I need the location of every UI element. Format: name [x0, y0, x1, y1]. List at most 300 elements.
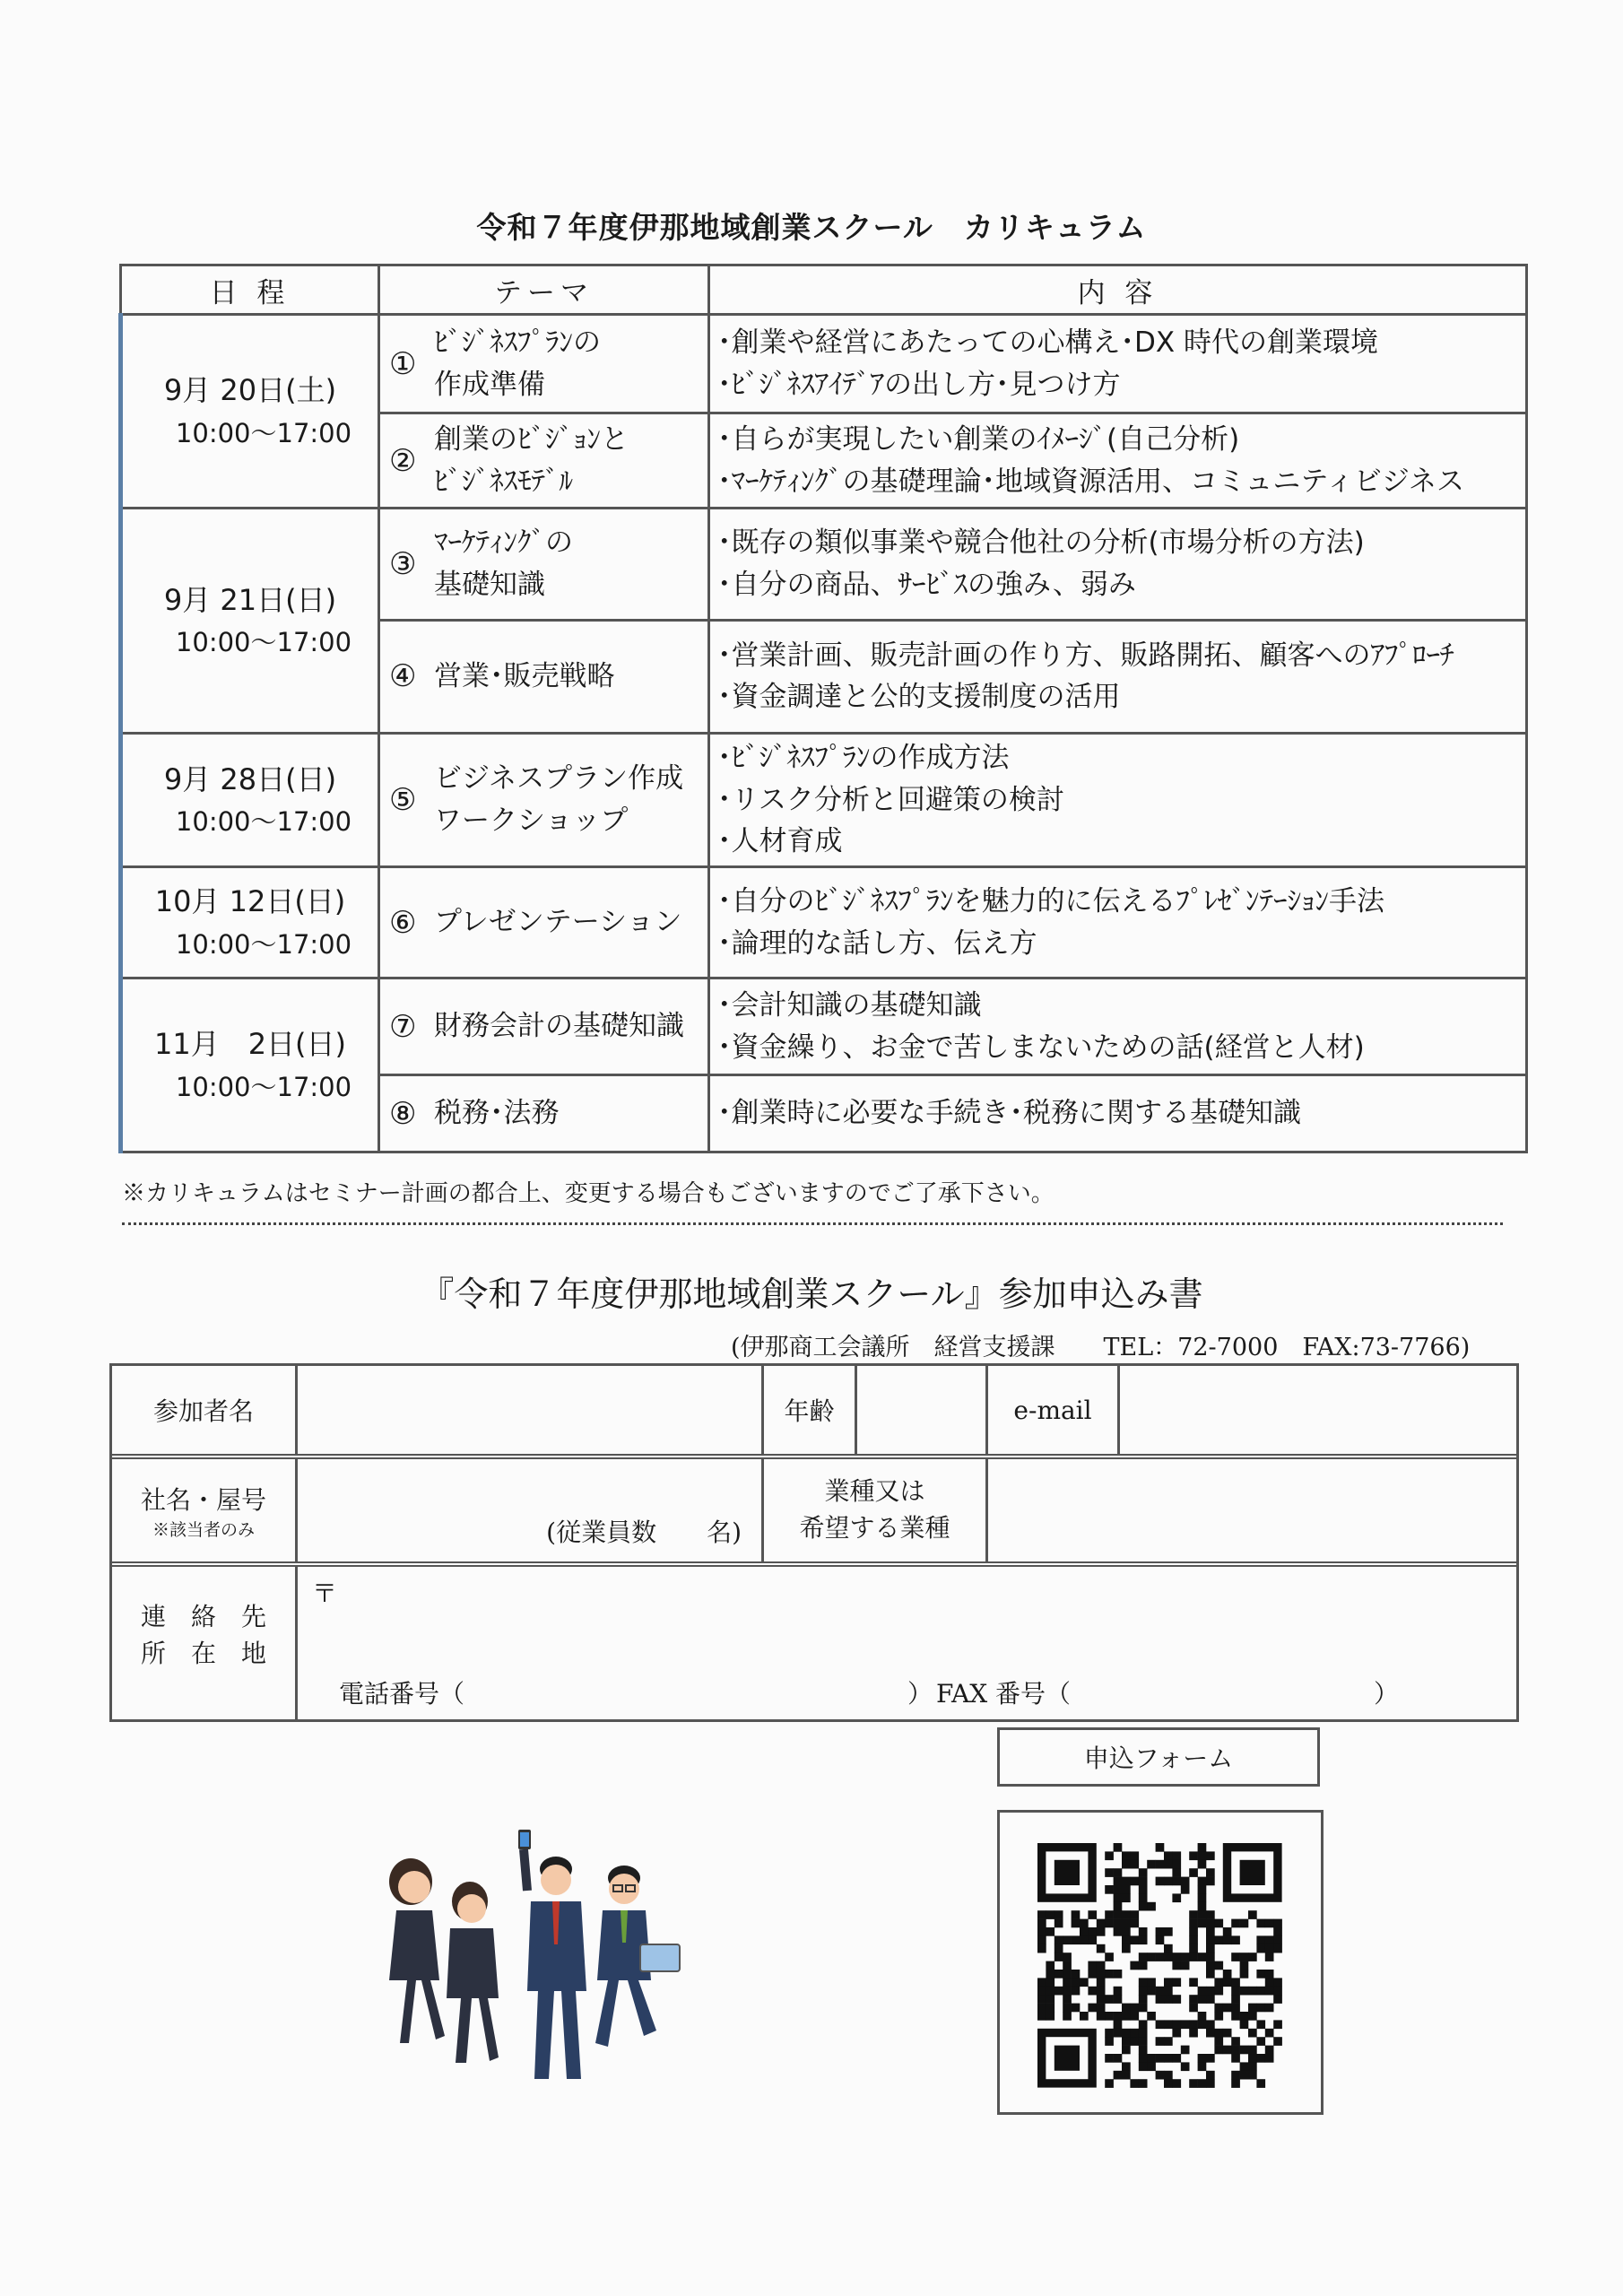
- qr-module: [1181, 2062, 1190, 2071]
- qr-module: [1164, 2037, 1173, 2046]
- content-line: ･資金調達と公的支援制度の活用: [717, 681, 1121, 714]
- fax-close: ）: [1374, 1679, 1400, 1709]
- topic-number: ①: [389, 345, 417, 382]
- qr-module: [1240, 1952, 1249, 1961]
- qr-module: [1147, 1952, 1156, 1961]
- qr-module: [1130, 2004, 1139, 2013]
- curriculum-header-row: [121, 265, 1527, 315]
- qr-module: [1139, 2079, 1148, 2088]
- qr-module: [1198, 1885, 1207, 1894]
- company-field[interactable]: [298, 1459, 764, 1561]
- qr-module: [1114, 1885, 1123, 1894]
- qr-module: [1223, 1978, 1232, 1987]
- qr-module: [1046, 1978, 1055, 1987]
- application-form-button[interactable]: 申込フォーム: [997, 1727, 1320, 1787]
- qr-module: [1122, 2037, 1131, 2046]
- qr-module: [1097, 1927, 1106, 1936]
- curriculum-note: ※カリキュラムはセミナー計画の都合上、変更する場合もございますのでご了承下さい。: [122, 1180, 1055, 1207]
- qr-module: [1206, 1868, 1215, 1877]
- qr-module: [1097, 1970, 1106, 1979]
- qr-module: [1164, 1995, 1173, 2004]
- qr-module: [1114, 1970, 1123, 1979]
- qr-module: [1037, 1987, 1046, 1996]
- qr-module: [1139, 2046, 1148, 2055]
- qr-module: [1256, 2020, 1265, 2029]
- qr-module: [1046, 1970, 1055, 1979]
- qr-module: [1046, 1961, 1055, 1970]
- qr-module: [1265, 2054, 1274, 2063]
- curriculum-row: [121, 733, 1527, 866]
- qr-module: [1164, 1987, 1173, 1996]
- qr-module: [1046, 1987, 1055, 1996]
- qr-module: [1189, 1995, 1198, 2004]
- contact-info: (伊那商工会議所 経営支援課 TEL：72-7000 FAX:73-7766): [731, 1334, 1471, 1361]
- session-date-cell: [121, 978, 379, 1152]
- curriculum-row: [121, 509, 1527, 620]
- theme-wrap: [389, 758, 707, 841]
- qr-module: [1156, 1860, 1165, 1869]
- qr-module: [1130, 2079, 1139, 2088]
- qr-module: [1248, 2012, 1257, 2021]
- qr-module: [1240, 2020, 1249, 2029]
- qr-module: [1206, 1944, 1215, 1953]
- content-line: ･人材育成: [717, 825, 843, 858]
- header-theme: テーマ: [379, 265, 709, 315]
- form-row-address: [112, 1567, 1516, 1719]
- qr-frame[interactable]: [997, 1810, 1324, 2115]
- qr-module: [1114, 1910, 1123, 1919]
- session-date: 10月 12日(日): [154, 884, 346, 919]
- topic-number: ③: [389, 545, 417, 582]
- qr-module: [1130, 1935, 1139, 1944]
- qr-module: [1214, 2037, 1223, 2046]
- topic-theme-line: ビジネスプラン作成: [434, 762, 684, 796]
- qr-module: [1172, 2020, 1181, 2029]
- topic-number: ⑤: [389, 781, 417, 818]
- qr-module: [1164, 1851, 1173, 1860]
- qr-module: [1172, 1877, 1181, 1886]
- qr-module: [1037, 1978, 1046, 1987]
- qr-module: [1231, 2079, 1240, 2088]
- qr-module: [1189, 2029, 1198, 2038]
- session-date: 9月 28日(日): [163, 761, 337, 796]
- qr-module: [1147, 2012, 1156, 2021]
- curriculum-row: [121, 866, 1527, 978]
- topic-theme-line: ﾏｰｹﾃｨﾝｸﾞの: [434, 526, 573, 560]
- qr-module: [1265, 1935, 1274, 1944]
- topic-theme-line: 基礎知識: [434, 568, 545, 601]
- qr-module: [1130, 2037, 1139, 2046]
- session-content-cell: [709, 1075, 1527, 1152]
- session-date-cell: [121, 509, 379, 734]
- qr-module: [1214, 2029, 1223, 2038]
- qr-module: [1105, 1995, 1114, 2004]
- qr-module: [1181, 2020, 1190, 2029]
- qr-module: [1214, 2012, 1223, 2021]
- qr-module: [1139, 1987, 1148, 1996]
- qr-module: [1273, 1995, 1282, 2004]
- qr-module: [1156, 2020, 1165, 2029]
- qr-module: [1172, 1952, 1181, 1961]
- phone-label: 電話番号（: [339, 1679, 465, 1709]
- qr-module: [1139, 1961, 1148, 1970]
- qr-module: [1097, 1919, 1106, 1928]
- qr-module: [1164, 2079, 1173, 2088]
- qr-module: [1072, 1910, 1081, 1919]
- content-line: ･創業時に必要な手続き･税務に関する基礎知識: [717, 1097, 1301, 1130]
- qr-module: [1172, 1961, 1181, 1970]
- session-time: 10:00～17:00: [175, 806, 352, 838]
- qr-module: [1248, 2054, 1257, 2063]
- qr-module: [1156, 1995, 1165, 2004]
- qr-module: [1256, 1944, 1265, 1953]
- qr-module: [1214, 1978, 1223, 1987]
- qr-module: [1037, 2012, 1046, 2021]
- qr-module: [1063, 2004, 1072, 2013]
- qr-module: [1097, 1995, 1106, 2004]
- qr-module: [1122, 1935, 1131, 1944]
- qr-module: [1097, 2012, 1106, 2021]
- qr-module: [1063, 1952, 1072, 1961]
- qr-module: [1080, 1935, 1089, 1944]
- qr-module: [1198, 1919, 1207, 1928]
- qr-module: [1265, 1970, 1274, 1979]
- qr-module: [1198, 2079, 1207, 2088]
- qr-module: [1156, 1987, 1165, 1996]
- qr-module: [1122, 1944, 1131, 1953]
- topic-theme-line: ワークショップ: [434, 804, 629, 837]
- qr-module: [1164, 1927, 1173, 1936]
- topic-theme-line: ﾋﾞｼﾞﾈｽﾓﾃﾞﾙ: [434, 465, 573, 498]
- qr-module: [1088, 2004, 1097, 2013]
- qr-module: [1114, 2020, 1123, 2029]
- address-label: [112, 1567, 298, 1719]
- industry-label-1: 業種又は: [824, 1476, 925, 1507]
- qr-module: [1240, 1961, 1249, 1970]
- qr-module: [1037, 1944, 1046, 1953]
- email-field[interactable]: [1120, 1366, 1516, 1454]
- topic-theme: [429, 901, 707, 944]
- content-line: ･リスク分析と回避策の検討: [717, 783, 1064, 816]
- qr-module: [1273, 1919, 1282, 1928]
- qr-module: [1198, 2062, 1207, 2071]
- qr-module: [1256, 1970, 1265, 1979]
- qr-module: [1114, 2054, 1123, 2063]
- application-form: [109, 1363, 1519, 1722]
- qr-module: [1240, 1919, 1249, 1928]
- qr-module: [1130, 1851, 1139, 1860]
- content-line: ･自らが実現したい創業のｲﾒｰｼﾞ(自己分析): [717, 423, 1240, 457]
- topic-number: ⑧: [389, 1095, 417, 1132]
- qr-module: [1273, 2020, 1282, 2029]
- qr-module: [1114, 1868, 1123, 1877]
- header-content: 内 容: [709, 265, 1527, 315]
- qr-module: [1088, 1910, 1097, 1919]
- qr-module: [1164, 1877, 1173, 1886]
- qr-module: [1248, 1952, 1257, 1961]
- qr-module: [1240, 2062, 1249, 2071]
- qr-module: [1172, 1978, 1181, 1987]
- qr-module: [1088, 1987, 1097, 1996]
- qr-module: [1147, 1860, 1156, 1869]
- qr-module: [1231, 1987, 1240, 1996]
- qr-module: [1265, 1978, 1274, 1987]
- session-content-cell: [709, 315, 1527, 413]
- qr-module: [1105, 1919, 1114, 1928]
- qr-module: [1256, 1919, 1265, 1928]
- qr-module: [1240, 2071, 1249, 2080]
- qr-module: [1097, 1978, 1106, 1987]
- qr-module: [1265, 2004, 1274, 2013]
- qr-module: [1172, 1995, 1181, 2004]
- session-content-cell: [709, 509, 1527, 620]
- qr-module: [1223, 2004, 1232, 2013]
- topic-theme-line: 税務･法務: [434, 1097, 560, 1130]
- company-label: [112, 1459, 298, 1561]
- qr-module: [1097, 1961, 1106, 1970]
- topic-theme-line: 作成準備: [434, 368, 545, 401]
- qr-module: [1256, 1987, 1265, 1996]
- qr-module: [1147, 1902, 1156, 1911]
- qr-module: [1214, 1961, 1223, 1970]
- qr-module: [1080, 1978, 1089, 1987]
- qr-module: [1248, 2004, 1257, 2013]
- qr-module: [1105, 1910, 1114, 1919]
- qr-module: [1189, 1919, 1198, 1928]
- qr-module: [1130, 2029, 1139, 2038]
- qr-module: [1046, 2004, 1055, 2013]
- qr-module: [1063, 1935, 1072, 1944]
- qr-module: [1265, 2029, 1274, 2038]
- qr-module: [1139, 1995, 1148, 2004]
- qr-module: [1080, 1919, 1089, 1928]
- qr-module: [1114, 1877, 1123, 1886]
- qr-module: [1223, 1927, 1232, 1936]
- company-label-note: ※該当者のみ: [152, 1519, 255, 1540]
- qr-module: [1206, 1927, 1215, 1936]
- session-theme-cell: [379, 509, 709, 620]
- qr-module: [1114, 2029, 1123, 2038]
- qr-module: [1122, 1885, 1131, 1894]
- form-row-company: [112, 1459, 1516, 1567]
- content-line: ･自分のﾋﾞｼﾞﾈｽﾌﾟﾗﾝを魅力的に伝えるﾌﾟﾚｾﾞﾝﾃｰｼｮﾝ手法: [717, 885, 1384, 918]
- qr-module: [1046, 1995, 1055, 2004]
- age-label: 年齢: [764, 1366, 857, 1454]
- qr-module: [1055, 1935, 1063, 1944]
- qr-module: [1156, 1952, 1165, 1961]
- industry-field[interactable]: [988, 1459, 1516, 1561]
- qr-module: [1189, 1978, 1198, 1987]
- qr-module: [1256, 2037, 1265, 2046]
- qr-module: [1231, 2046, 1240, 2055]
- qr-module: [1231, 1978, 1240, 1987]
- qr-module: [1114, 2012, 1123, 2021]
- qr-module: [1231, 1935, 1240, 1944]
- qr-module: [1037, 2004, 1046, 2013]
- age-field[interactable]: [857, 1366, 988, 1454]
- qr-module: [1114, 1893, 1123, 1902]
- qr-module: [1156, 2054, 1165, 2063]
- content-line: ･創業や経営にあたっての心構え･DX 時代の創業環境: [717, 326, 1378, 360]
- session-date: 9月 21日(日): [163, 582, 337, 617]
- qr-module: [1231, 2004, 1240, 2013]
- qr-module: [1256, 1935, 1265, 1944]
- qr-module: [1055, 1952, 1063, 1961]
- qr-module: [1122, 2071, 1131, 2080]
- qr-module: [1122, 1910, 1131, 1919]
- session-date-cell: [121, 866, 379, 978]
- session-time: 10:00～17:00: [175, 1071, 352, 1102]
- qr-module: [1198, 1851, 1207, 1860]
- qr-module: [1189, 1851, 1198, 1860]
- qr-module: [1130, 1860, 1139, 1869]
- qr-module: [1139, 1885, 1148, 1894]
- content-line: ･ﾋﾞｼﾞﾈｽｱｲﾃﾞｱの出し方･見つけ方: [717, 368, 1121, 401]
- qr-module: [1198, 1893, 1207, 1902]
- qr-module: [1139, 1902, 1148, 1911]
- topic-theme: [429, 1005, 707, 1048]
- qr-module: [1198, 1995, 1207, 2004]
- qr-module: [1046, 1910, 1055, 1919]
- session-theme-cell: [379, 866, 709, 978]
- topic-theme: [429, 522, 707, 605]
- participant-name-field[interactable]: [298, 1366, 764, 1454]
- application-title: 『令和７年度伊那地域創業スクール』参加申込み書: [420, 1274, 1203, 1314]
- qr-module: [1206, 1851, 1215, 1860]
- qr-module: [1164, 2020, 1173, 2029]
- qr-module: [1206, 2079, 1215, 2088]
- topic-theme: [429, 758, 707, 841]
- session-content-cell: [709, 413, 1527, 509]
- qr-module: [1072, 1978, 1081, 1987]
- industry-label: [764, 1459, 988, 1561]
- session-date-cell: [121, 733, 379, 866]
- content-line: ･会計知識の基礎知識: [717, 989, 982, 1022]
- qr-module: [1080, 2012, 1089, 2021]
- qr-module: [1037, 1995, 1046, 2004]
- content-line: ･ﾏｰｹﾃｨﾝｸﾞの基礎理論･地域資源活用、コミュニティビジネス: [717, 465, 1464, 498]
- qr-module: [1046, 1927, 1055, 1936]
- qr-module: [1088, 1927, 1097, 1936]
- qr-finder: [1240, 1860, 1265, 1885]
- qr-module: [1105, 1952, 1114, 1961]
- qr-module: [1172, 1851, 1181, 1860]
- qr-module: [1105, 1885, 1114, 1894]
- qr-module: [1198, 1910, 1207, 1919]
- session-content-cell: [709, 733, 1527, 866]
- qr-module: [1214, 1919, 1223, 1928]
- qr-module: [1206, 2071, 1215, 2080]
- qr-module: [1114, 2071, 1123, 2080]
- qr-module: [1072, 1987, 1081, 1996]
- qr-module: [1198, 2054, 1207, 2063]
- qr-module: [1206, 1995, 1215, 2004]
- qr-module: [1122, 2029, 1131, 2038]
- qr-module: [1256, 2079, 1265, 2088]
- qr-module: [1139, 1978, 1148, 1987]
- qr-module: [1072, 1970, 1081, 1979]
- qr-module: [1088, 1961, 1097, 1970]
- qr-module: [1198, 1952, 1207, 1961]
- qr-module: [1114, 1902, 1123, 1911]
- topic-theme-line: 営業･販売戦略: [434, 659, 615, 692]
- qr-module: [1206, 2020, 1215, 2029]
- dotted-separator: [122, 1222, 1503, 1225]
- topic-theme: [429, 1092, 707, 1135]
- qr-module: [1164, 1978, 1173, 1987]
- qr-module: [1240, 2046, 1249, 2055]
- qr-module: [1139, 2020, 1148, 2029]
- content-line: ･営業計画、販売計画の作り方、販路開拓、顧客へのｱﾌﾟﾛｰﾁ: [717, 639, 1454, 672]
- qr-module: [1265, 1919, 1274, 1928]
- qr-module: [1189, 1868, 1198, 1877]
- phone-close: ）: [907, 1679, 933, 1709]
- qr-module: [1122, 1893, 1131, 1902]
- session-date: 9月 20日(土): [163, 373, 337, 408]
- qr-module: [1198, 1902, 1207, 1911]
- qr-module: [1063, 1970, 1072, 1979]
- topic-theme: [429, 656, 707, 698]
- qr-module: [1223, 1970, 1232, 1979]
- qr-module: [1105, 1970, 1114, 1979]
- qr-module: [1164, 2071, 1173, 2080]
- fax-label: FAX 番号（: [936, 1679, 1072, 1709]
- qr-module: [1037, 1935, 1046, 1944]
- topic-theme-line: プレゼンテーション: [434, 906, 682, 939]
- qr-module: [1122, 1927, 1131, 1936]
- theme-wrap: [389, 1092, 707, 1135]
- qr-module: [1240, 2012, 1249, 2021]
- qr-module: [1206, 2029, 1215, 2038]
- qr-module: [1122, 1877, 1131, 1886]
- qr-module: [1139, 2062, 1148, 2071]
- qr-module: [1223, 2029, 1232, 2038]
- qr-module: [1105, 2029, 1114, 2038]
- qr-module: [1164, 2054, 1173, 2063]
- topic-number: ④: [389, 658, 417, 695]
- address-label-1: 連 絡 先: [140, 1602, 266, 1632]
- curriculum-table: [118, 264, 1528, 1153]
- company-label-text: 社名・屋号: [140, 1484, 266, 1515]
- qr-module: [1139, 1893, 1148, 1902]
- qr-module: [1248, 2029, 1257, 2038]
- qr-module: [1206, 1877, 1215, 1886]
- employees-count-label: (従業員数 名): [546, 1518, 742, 1547]
- qr-module: [1189, 1952, 1198, 1961]
- qr-module: [1147, 2062, 1156, 2071]
- qr-module: [1063, 2012, 1072, 2021]
- session-content-cell: [709, 978, 1527, 1075]
- qr-module: [1189, 2079, 1198, 2088]
- qr-code-icon[interactable]: [1000, 1813, 1323, 2114]
- session-theme-cell: [379, 620, 709, 733]
- qr-module: [1273, 1935, 1282, 1944]
- session-theme-cell: [379, 978, 709, 1075]
- qr-module: [1063, 1961, 1072, 1970]
- qr-module: [1097, 2004, 1106, 2013]
- session-theme-cell: [379, 1075, 709, 1152]
- qr-module: [1139, 1927, 1148, 1936]
- qr-module: [1231, 2054, 1240, 2063]
- qr-module: [1114, 1995, 1123, 2004]
- qr-module: [1164, 1860, 1173, 1869]
- participant-name-label: 参加者名: [112, 1366, 298, 1454]
- address-field[interactable]: [298, 1567, 1516, 1719]
- qr-module: [1181, 1961, 1190, 1970]
- content-line: ･ﾋﾞｼﾞﾈｽﾌﾟﾗﾝの作成方法: [717, 742, 1010, 775]
- qr-module: [1206, 1961, 1215, 1970]
- qr-module: [1105, 2037, 1114, 2046]
